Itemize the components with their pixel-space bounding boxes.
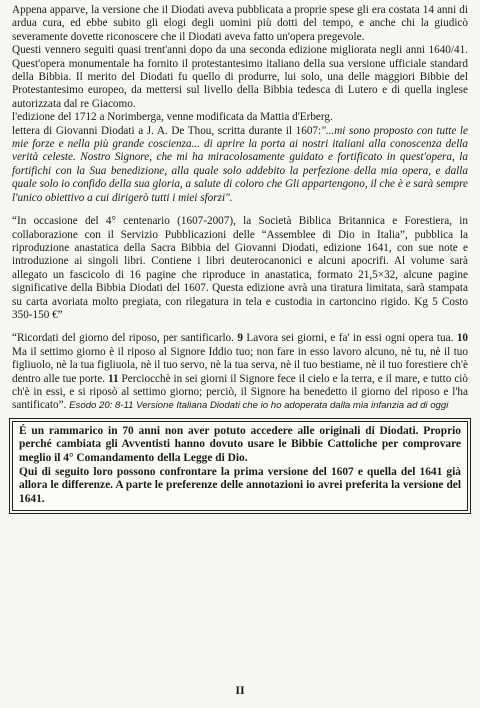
- scripture-text: Lavora sei giorni, e fa' in essi ogni opera tua.: [242, 332, 457, 345]
- history-paragraph-1: Appena apparve, la versione che il Diodati aveva pubblicata a proprie spese gli era costata 14 anni di ardua cura, ed ebbe subito gli elogi degli uomini più dotti del tempo, e anche chi la giudicò severamente dovette riconoscere che il Diodati aveva fatto un'opera pregevole.: [12, 4, 468, 43]
- letter-paragraph: [12, 125, 468, 205]
- history-paragraph-2: Questi vennero seguiti quasi trent'anni dopo da una seconda edizione migliorata negli anni 1640/41. Quest'opera monumentale ha fornito il protestantesimo italiano della sua versione ufficiale standard della Bibbia. Il merito del Diodati fu quello di produrre, lui solo, una delle maggiori Bibbie del Protestantesimo europeo, da mettersi sul livello della Bibbia tedesca di Lutero e di quella inglese autorizzata dal re Giacomo.: [12, 44, 468, 110]
- history-paragraph-3: l'edizione del 1712 a Norimberga, venne modificata da Mattia d'Erberg.: [12, 111, 333, 124]
- scripture-text: Ma il settimo giorno è il riposo al Signore Iddio tuo; non fare in esso lavoro alcuno, nè tu, nè il tuo figliuolo, nè la tua figliuola, nè il tuo servo, nè la tua serva, nè il tuo bestiame, nè il tuo forestiere ch'è dentro alle tue porte.: [12, 345, 468, 385]
- history-section: [12, 4, 468, 205]
- scripture-text: “Ricordati del giorno del riposo, per santificarlo.: [12, 332, 238, 345]
- note-paragraph-2: Qui di seguito loro possono confrontare la prima versione del 1607 e quella del 1641 già allora le differenze. A parte le preferenze delle annotazioni io avrei preferita la versione del 1641.: [19, 465, 461, 505]
- note-paragraph-1: É un rammarico in 70 anni non aver potuto accedere alle originali di Diodati. Proprio perché cambiata gli Avventisti hanno dovuto usare le Bibbie Cattoliche per comprovare meglio il 4° Comandamento della Legge di Dio.: [19, 424, 461, 464]
- verse-number: 10: [456, 332, 468, 345]
- letter-quote: "...mi sono proposto con tutte le mie forze e nella più grande coscienza... di aprire la porta ai nostri italiani alla conoscenza della verità celeste. Nostro Signore, che mi ha miracolosamente guidato e fortificato in quest'opera, la fortifichi con la Sua benedizione, alla quale solo addebito la perfezione della mia opera, e dalla quale solo io confido della sua gloria, a salute di coloro che Gli appartengono, il che è e sarà sempre l'unico obiettivo a cui dirigerò tutti i miei sforzi".: [12, 124, 468, 204]
- verse-number: 11: [107, 372, 119, 385]
- verse-number: 9: [237, 332, 243, 345]
- note-box: [12, 421, 468, 512]
- scripture-text: Perciocchè in sei giorni il Signore fece il cielo e la terra, e il mare, e tutto ciò ch'è in essi, e si riposò al settimo giorno; perciò, il Signore ha benedetto il giorno del riposo e l'ha santificato”.: [12, 372, 468, 412]
- scripture-reference: Esodo 20: 8-11 Versione Italiana Diodati che io ho adoperata dalla mia infanzia ad di oggi: [69, 400, 449, 412]
- scripture-quote: [12, 332, 468, 412]
- letter-intro: lettera di Giovanni Diodati a J. A. De Thou, scritta durante il 1607:: [12, 124, 322, 137]
- announcement-paragraph: “In occasione del 4° centenario (1607-2007), la Società Biblica Britannica e Forestiera, in collaborazione con il Servizio Pubblicazioni delle “Assemblee di Dio in Italia”, pubblica la riproduzione anastatica della Sacra Bibbia del Giovanni Diodati, edizione 1641, con sue note e introduzione ai singoli libri. Contiene i libri deuterocanonici e alcuni apocrifi. Al volume sarà allegato un fascicolo di 16 pagine che riproduce in anastatica, formato 21,5×32, alcune pagine significative della Bibbia Diodati del 1607. Questa edizione avrà una tiratura limitata, sarà stampata su carta avoriata molto pregiata, con rilegatura in tela e custodia in cartoncino rigido. Kg 5 Costo 350-150 €”: [12, 215, 468, 321]
- page-number: II: [235, 683, 245, 697]
- spacer: [12, 205, 468, 215]
- spacer: [12, 322, 468, 332]
